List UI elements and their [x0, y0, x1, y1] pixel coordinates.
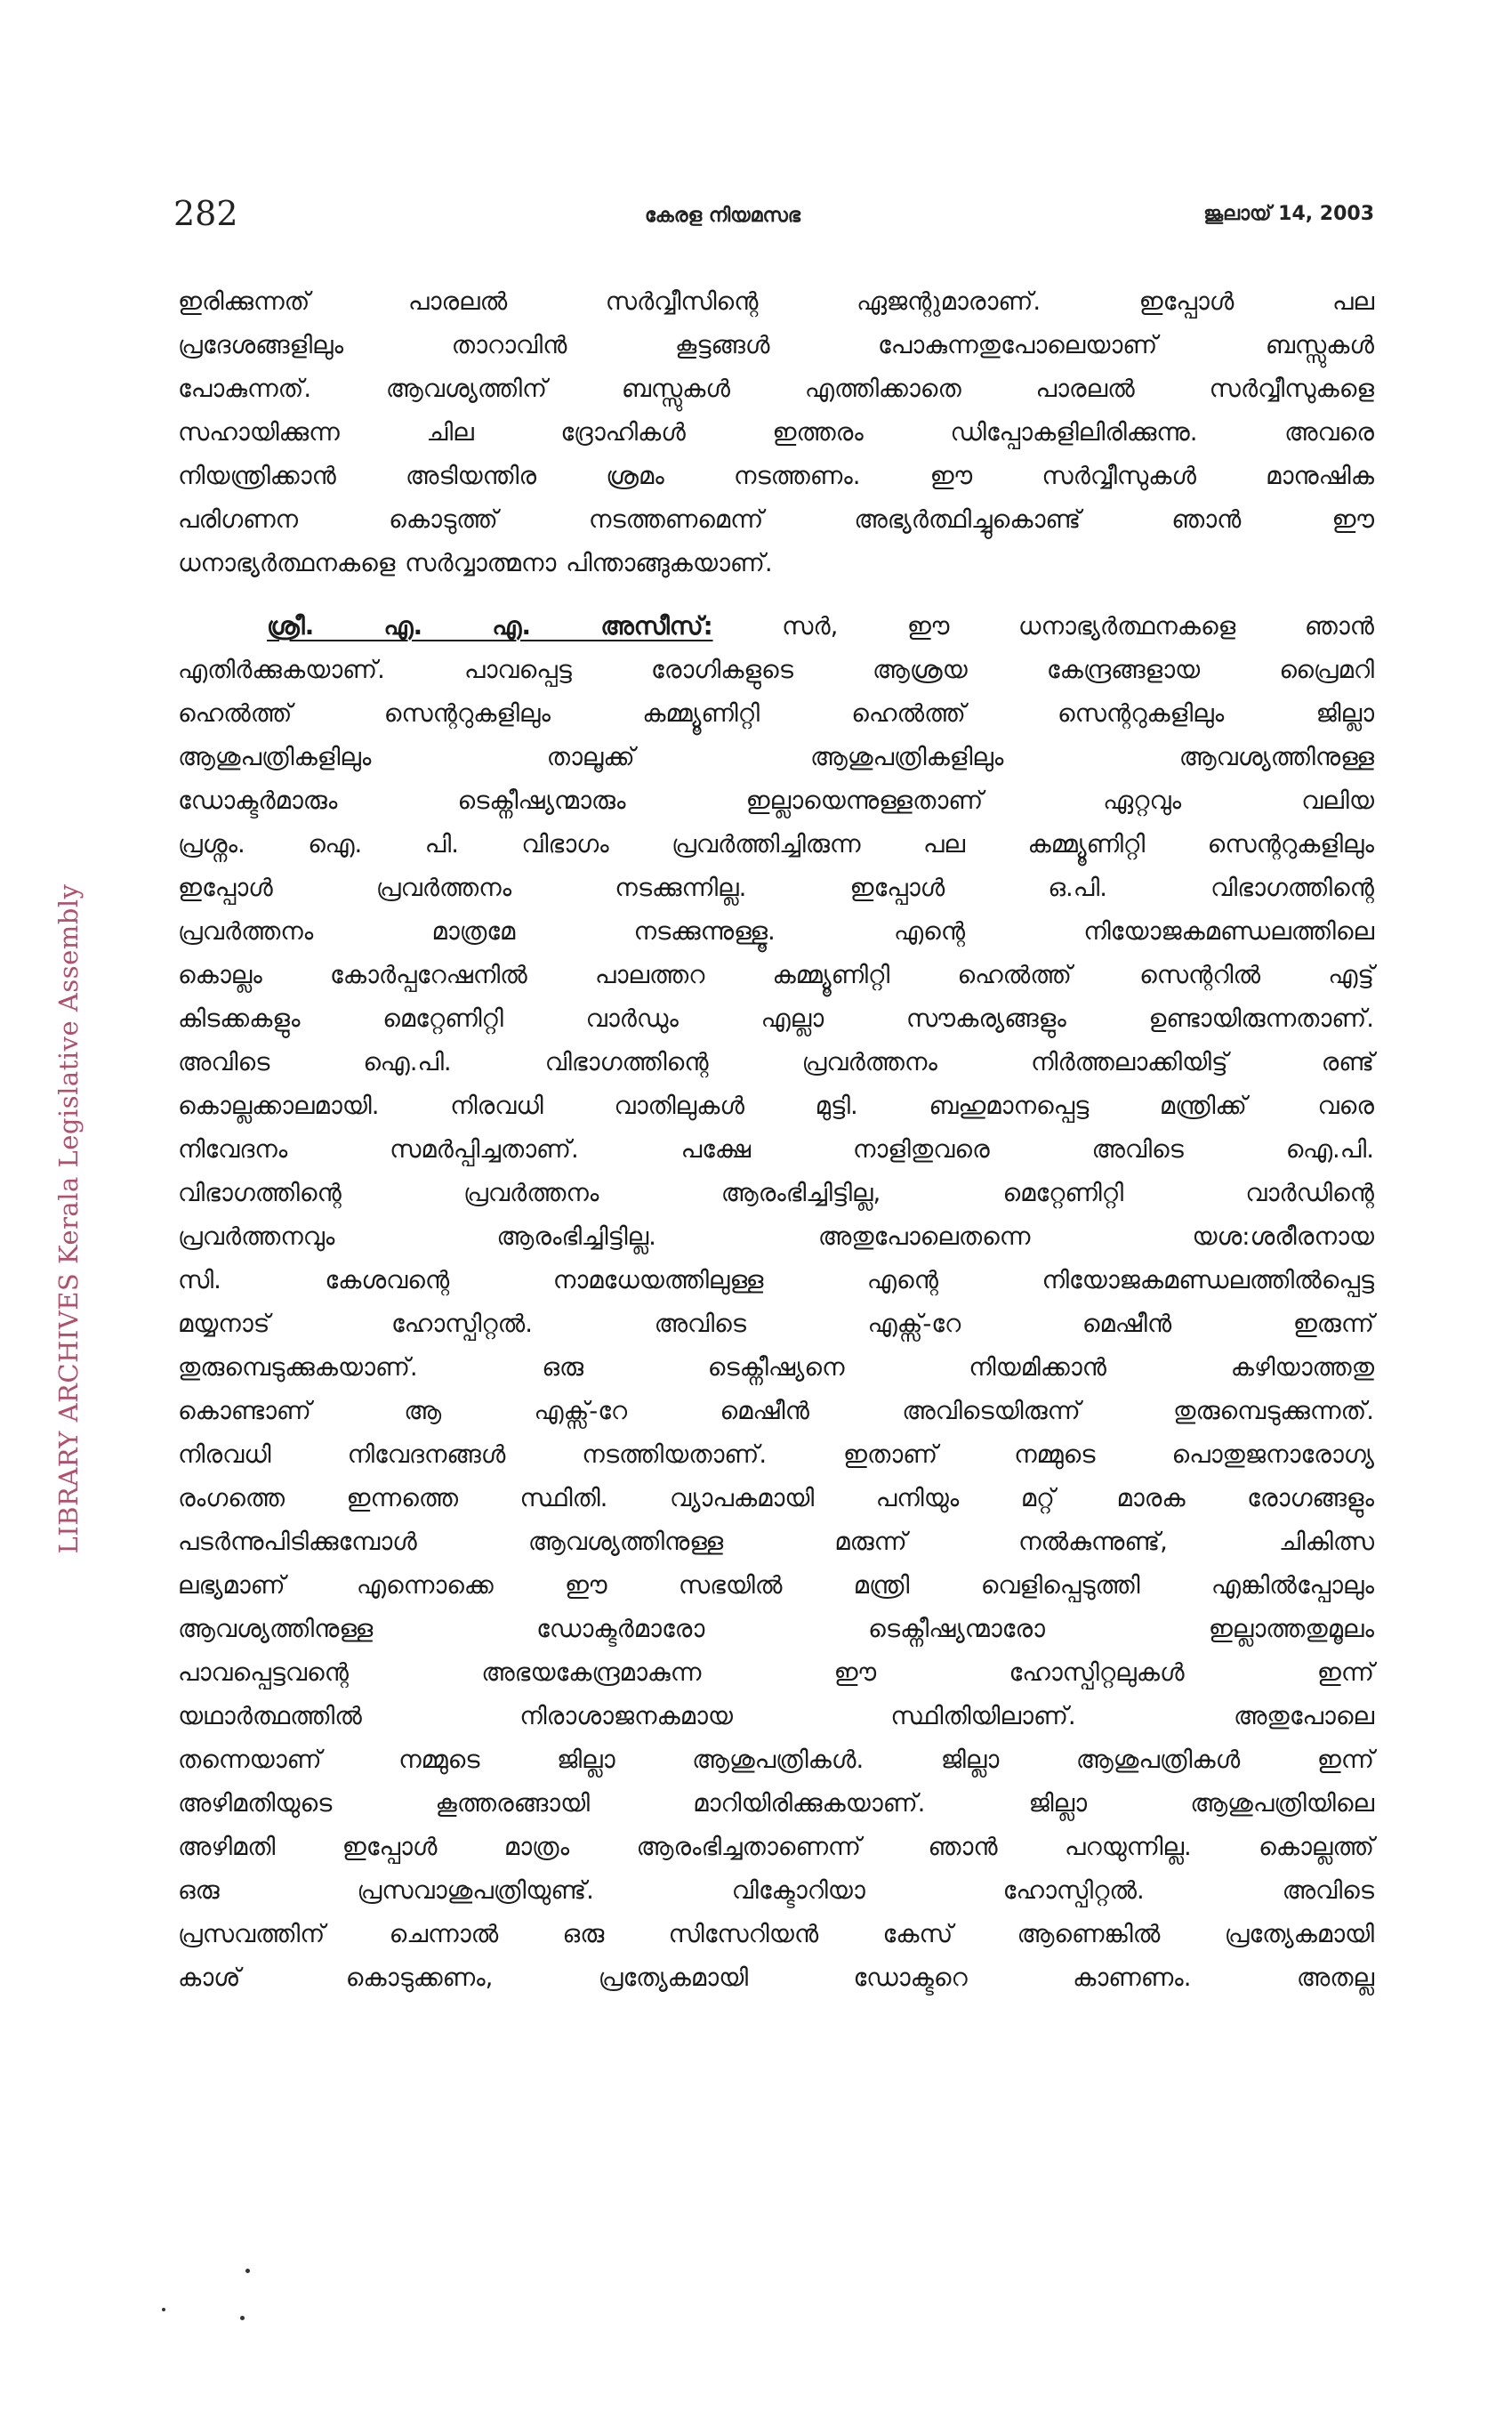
text-line: പ്രശ്നം. ഐ. പി. വിഭാഗം പ്രവർത്തിച്ചിരുന്ന പല കമ്മ്യൂണിറ്റി സെന്ററുകളിലും [178, 830, 1374, 859]
text-line: പ്രദേശങ്ങളിലും താറാവിൻ കൂട്ടങ്ങൾ പോകുന്നതുപോലെയാണ് ബസ്സുകൾ [178, 331, 1374, 359]
speaker-line-text: സർ, ഈ ധനാഭ്യർത്ഥനകളെ ഞാൻ [782, 612, 1374, 641]
text-line: പ്രവർത്തനം മാത്രമേ നടക്കുന്നുള്ളൂ. എന്റെ നിയോജകമണ്ഡലത്തിലെ [178, 917, 1374, 946]
body-text [178, 280, 1374, 2000]
text-line: സഹായിക്കുന്ന ചില ദ്രോഹികൾ ഇത്തരം ഡിപ്പോകളിലിരിക്കുന്നു. അവരെ [178, 418, 1374, 447]
text-line: സി. കേശവന്റെ നാമധേയത്തിലുള്ള എന്റെ നിയോജകമണ്ഡലത്തിൽപ്പെട്ട [178, 1266, 1374, 1294]
text-line: കിടക്കകളും മെറ്റേണിറ്റി വാർഡും എല്ലാ സൗകര്യങ്ങളും ഉണ്ടായിരുന്നതാണ്. [178, 1004, 1374, 1033]
text-line: ഇപ്പോൾ പ്രവർത്തനം നടക്കുന്നില്ല. ഇപ്പോൾ ഒ.പി. വിഭാഗത്തിന്റെ [178, 874, 1374, 902]
text-line: കാശ് കൊടുക്കണം, പ്രത്യേകമായി ഡോക്ടറെ കാണണം. അതല്ല [178, 1963, 1374, 1992]
text-line: വിഭാഗത്തിന്റെ പ്രവർത്തനം ആരംഭിച്ചിട്ടില്ല, മെറ്റേണിറ്റി വാർഡിന്റെ [178, 1179, 1374, 1207]
watermark-text: LIBRARY ARCHIVES Kerala Legislative Assembly [53, 883, 84, 1554]
text-line: ഡോക്ടർമാരും ടെക്നീഷ്യന്മാരും ഇല്ലായെന്നുള്ളതാണ് ഏറ്റവും വലിയ [178, 786, 1374, 815]
speaker-line [178, 605, 1374, 649]
text-line: എതിർക്കുകയാണ്. പാവപ്പെട്ട രോഗികളുടെ ആശ്രയ കേന്ദ്രങ്ങളായ പ്രൈമറി [178, 656, 1374, 684]
paragraph-1 [178, 280, 1374, 585]
archive-watermark [46, 854, 91, 1584]
text-line: അഴിമതി ഇപ്പോൾ മാത്രം ആരംഭിച്ചതാണെന്ന് ഞാൻ പറയുന്നില്ല. കൊല്ലത്ത് [178, 1833, 1374, 1861]
text-line: കൊല്ലക്കാലമായി. നിരവധി വാതിലുകൾ മുട്ടി. ബഹുമാനപ്പെട്ട മന്ത്രിക്ക് വരെ [178, 1092, 1374, 1120]
text-line: അവിടെ ഐ.പി. വിഭാഗത്തിന്റെ പ്രവർത്തനം നിർത്തലാക്കിയിട്ട് രണ്ട് [178, 1048, 1374, 1076]
text-line: ധനാഭ്യർത്ഥനകളെ സർവ്വാത്മനാ പിന്താങ്ങുകയാണ്. [178, 549, 773, 577]
header-date: ജൂലായ് 14, 2003 [1203, 203, 1374, 225]
text-line: ആവശ്യത്തിനുള്ള ഡോക്ടർമാരോ ടെക്നീഷ്യന്മാരോ ഇല്ലാത്തതുമൂലം [178, 1615, 1374, 1643]
running-title: കേരള നിയമസഭ [645, 205, 800, 227]
text-line: കൊല്ലം കോർപ്പറേഷനിൽ പാലത്തറ കമ്മ്യൂണിറ്റി ഹെൽത്ത് സെന്ററിൽ എട്ട് [178, 961, 1374, 989]
scan-speck [240, 2316, 245, 2320]
scan-speck [162, 2308, 165, 2311]
page-header [173, 191, 1374, 245]
text-line: അഴിമതിയുടെ കൂത്തരങ്ങായി മാറിയിരിക്കുകയാണ്. ജില്ലാ ആശുപത്രിയിലെ [178, 1789, 1374, 1818]
text-line: പാവപ്പെട്ടവന്റെ അഭയകേന്ദ്രമാകുന്ന ഈ ഹോസ്പിറ്റലുകൾ ഇന്ന് [178, 1658, 1374, 1687]
text-line: പ്രവർത്തനവും ആരംഭിച്ചിട്ടില്ല. അതുപോലെതന്നെ യശ:ശരീരനായ [178, 1222, 1374, 1251]
text-line: തുരുമ്പെടുക്കുകയാണ്. ഒരു ടെക്നീഷ്യനെ നിയമിക്കാൻ കഴിയാത്തതു [178, 1353, 1374, 1382]
text-line: തന്നെയാണ് നമ്മുടെ ജില്ലാ ആശുപത്രികൾ. ജില്ലാ ആശുപത്രികൾ ഇന്ന് [178, 1746, 1374, 1774]
text-line: പടർന്നുപിടിക്കുമ്പോൾ ആവശ്യത്തിനുള്ള മരുന്ന് നൽകുന്നുണ്ട്, ചികിത്സ [178, 1528, 1374, 1556]
page-number: 282 [173, 194, 238, 233]
text-line: നിവേദനം സമർപ്പിച്ചതാണ്. പക്ഷേ നാളിതുവരെ അവിടെ ഐ.പി. [178, 1135, 1374, 1164]
text-line: ഇരിക്കുന്നത് പാരലൽ സർവ്വീസിന്റെ ഏജന്റുമാരാണ്. ഇപ്പോൾ പല [178, 287, 1374, 316]
text-line: ഒരു പ്രസവാശുപത്രിയുണ്ട്. വിക്ടോറിയാ ഹോസ്പിറ്റൽ. അവിടെ [178, 1876, 1374, 1905]
text-line: ആശുപത്രികളിലും താലൂക്ക് ആശുപത്രികളിലും ആവശ്യത്തിനുള്ള [178, 743, 1374, 771]
text-line: ഹെൽത്ത് സെന്ററുകളിലും കമ്മ്യൂണിറ്റി ഹെൽത്ത് സെന്ററുകളിലും ജില്ലാ [178, 699, 1374, 728]
speaker-name: ശ്രീ. എ. എ. അസീസ്: [267, 612, 713, 641]
text-line: മയ്യനാട് ഹോസ്പിറ്റൽ. അവിടെ എക്സ്-റേ മെഷീൻ ഇരുന്ന് [178, 1310, 1374, 1338]
text-line: നിയന്ത്രിക്കാൻ അടിയന്തിര ശ്രമം നടത്തണം. ഈ സർവ്വീസുകൾ മാനുഷിക [178, 462, 1374, 490]
text-line: കൊണ്ടാണ് ആ എക്സ്-റേ മെഷീൻ അവിടെയിരുന്ന് തുരുമ്പെടുക്കുന്നത്. [178, 1397, 1374, 1425]
text-line: പ്രസവത്തിന് ചെന്നാൽ ഒരു സിസേറിയൻ കേസ് ആണെങ്കിൽ പ്രത്യേകമായി [178, 1920, 1374, 1948]
text-line: പരിഗണന കൊടുത്ത് നടത്തണമെന്ന് അഭ്യർത്ഥിച്ചുകൊണ്ട് ഞാൻ ഈ [178, 505, 1374, 534]
text-line: യഥാർത്ഥത്തിൽ നിരാശാജനകമായ സ്ഥിതിയിലാണ്. അതുപോലെ [178, 1702, 1374, 1730]
text-line: ലഭ്യമാണ് എന്നൊക്കെ ഈ സഭയിൽ മന്ത്രി വെളിപ്പെടുത്തി എങ്കിൽപ്പോലും [178, 1571, 1374, 1600]
text-line: രംഗത്തെ ഇന്നത്തെ സ്ഥിതി. വ്യാപകമായി പനിയും മറ്റ് മാരക രോഗങ്ങളും [178, 1484, 1374, 1512]
paragraph-2 [178, 605, 1374, 2000]
scan-speck [245, 2269, 250, 2273]
text-line: നിരവധി നിവേദനങ്ങൾ നടത്തിയതാണ്. ഇതാണ് നമ്മുടെ പൊതുജനാരോഗ്യ [178, 1440, 1374, 1469]
text-line: പോകുന്നത്. ആവശ്യത്തിന് ബസ്സുകൾ എത്തിക്കാതെ പാരലൽ സർവ്വീസുകളെ [178, 375, 1374, 403]
